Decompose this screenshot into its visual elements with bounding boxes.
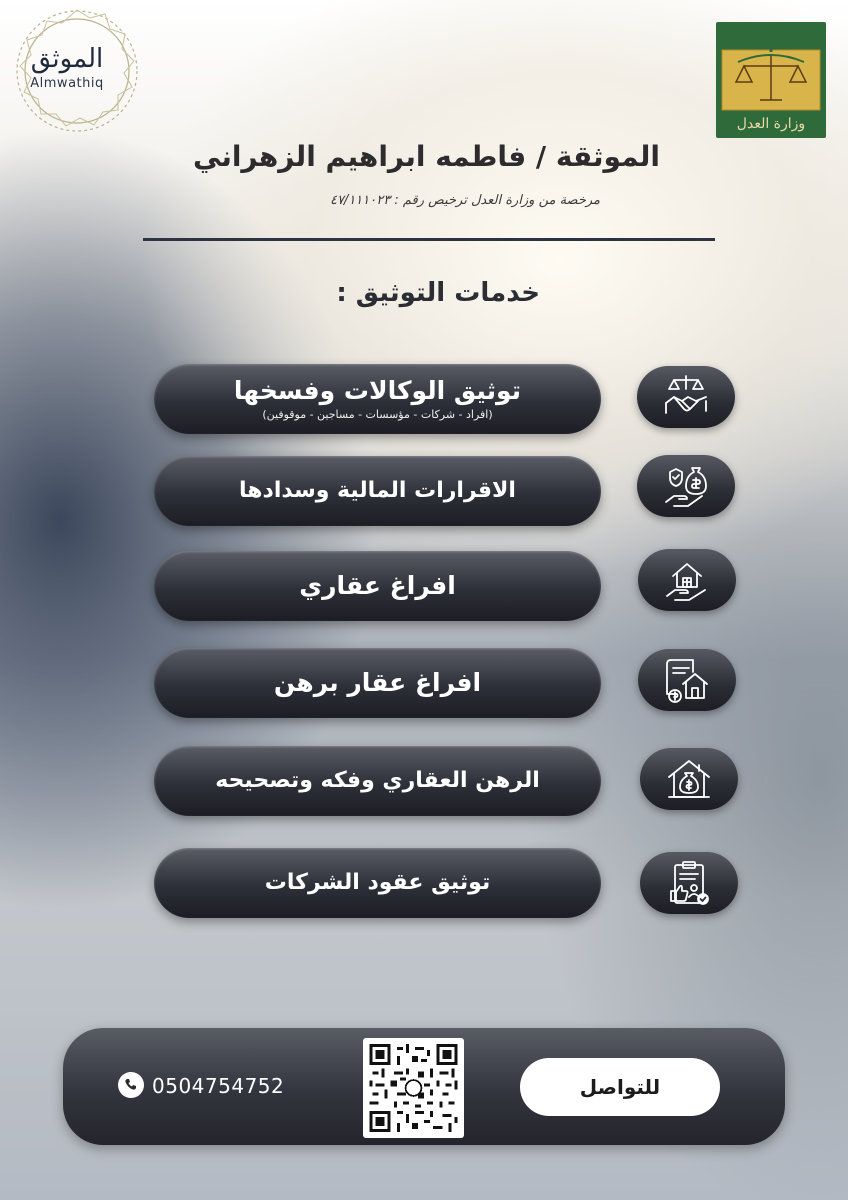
service-company-contracts[interactable] xyxy=(154,848,601,918)
service-label: الاقرارات المالية وسدادها xyxy=(239,478,516,504)
logo-arabic-text: الموثق xyxy=(30,44,104,74)
license-text: مرخصة من وزارة العدل ترخيص رقم : ٤٧/١١١٠٢٣ xyxy=(329,193,600,208)
header-divider xyxy=(143,238,715,241)
services-heading: خدمات التوثيق : xyxy=(336,278,540,308)
phone-number[interactable]: 0504754752 xyxy=(152,1074,285,1098)
house-document-icon xyxy=(663,656,711,704)
phone-icon xyxy=(123,1077,139,1093)
service-label: توثيق الوكالات وفسخها xyxy=(233,376,522,406)
service-label: افراغ عقار برهن xyxy=(273,667,482,697)
service-sublabel: (افراد - شركات - مؤسسات - مساجين - موقوفين) xyxy=(262,407,493,421)
notary-name-title: الموثقة / فاطمه ابراهيم الزهراني xyxy=(192,140,660,173)
money-hand-icon xyxy=(662,462,710,510)
contract-approval-icon xyxy=(665,859,713,907)
service-label: افراغ عقاري xyxy=(299,570,456,600)
contact-button[interactable]: للتواصل xyxy=(520,1058,720,1116)
ministry-name: وزارة العدل xyxy=(736,116,806,132)
service-real-estate-mortgage[interactable] xyxy=(154,746,601,816)
logo-english-text: Almwathiq xyxy=(30,76,104,91)
service-label: الرهن العقاري وفكه وتصحيحه xyxy=(215,768,540,794)
whatsapp-qr-code[interactable] xyxy=(363,1038,464,1138)
service-icon-pill xyxy=(638,649,736,711)
house-hand-icon xyxy=(663,556,711,604)
service-icon-pill xyxy=(640,748,738,810)
service-icon-pill xyxy=(637,455,735,517)
service-mortgaged-property-transfer[interactable] xyxy=(154,648,601,718)
qr-code-icon xyxy=(369,1044,458,1132)
service-financial-acknowledgments[interactable] xyxy=(154,456,601,526)
service-property-transfer[interactable] xyxy=(154,551,601,621)
whatsapp-phone-icon xyxy=(118,1072,144,1098)
house-moneybag-icon xyxy=(665,755,713,803)
service-icon-pill xyxy=(637,366,735,428)
service-icon-pill xyxy=(640,852,738,914)
service-icon-pill xyxy=(638,549,736,611)
handshake-scales-icon xyxy=(662,373,710,421)
ministry-emblem xyxy=(716,22,826,138)
service-label: توثيق عقود الشركات xyxy=(264,870,491,896)
service-power-of-attorney[interactable] xyxy=(154,364,601,434)
